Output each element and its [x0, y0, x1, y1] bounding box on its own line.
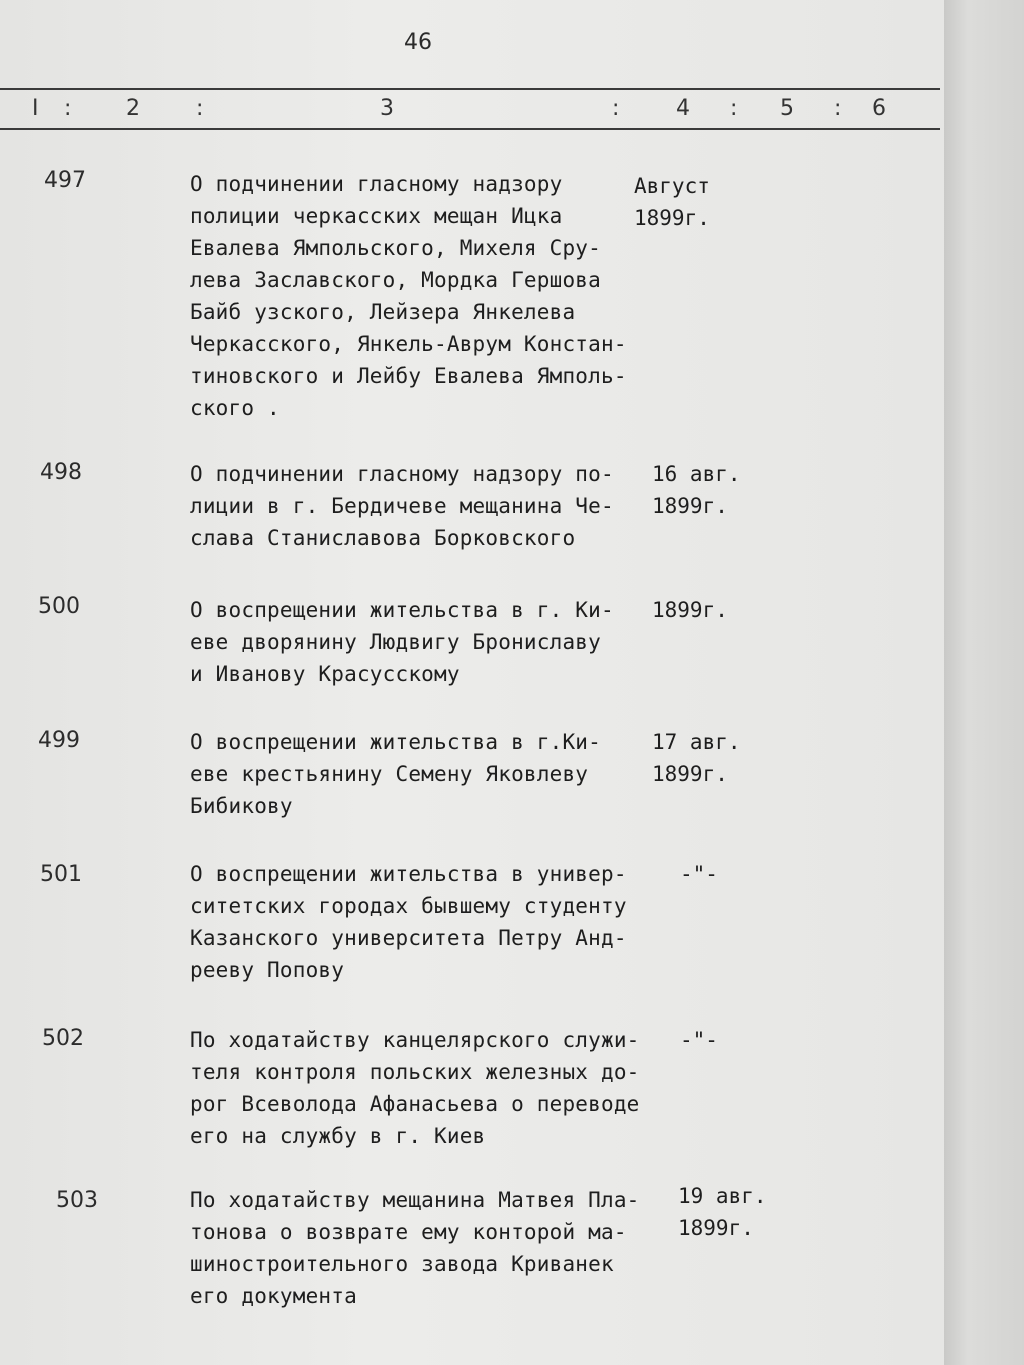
entry-title — [190, 726, 670, 822]
entry-date — [680, 858, 830, 890]
title-line: По ходатайству канцелярского служи- — [190, 1028, 640, 1052]
page-edge-shadow — [944, 0, 1024, 1365]
title-line: еве крестьянину Семену Яковлеву — [190, 762, 589, 786]
entry-date — [678, 1180, 828, 1244]
title-line: По ходатайству мещанина Матвея Пла- — [190, 1188, 640, 1212]
title-line: теля контроля польских железных до- — [190, 1060, 640, 1084]
date-line: 19 авг. — [678, 1184, 767, 1208]
entry-number: 503 — [56, 1188, 98, 1213]
header-rule-bottom — [0, 128, 940, 130]
title-line: слава Станиславова Борковского — [190, 526, 576, 550]
entry-title — [190, 594, 670, 690]
title-line: Черкасского, Янкель-Аврум Констан- — [190, 332, 627, 356]
date-line: 1899г. — [634, 206, 710, 230]
entry-title — [190, 1024, 670, 1152]
column-header-1: I — [32, 96, 39, 121]
title-line: Бибикову — [190, 794, 293, 818]
entry-date — [652, 458, 802, 522]
entry-title — [190, 858, 670, 986]
column-separator: : — [834, 96, 842, 121]
entry-number: 502 — [42, 1026, 84, 1051]
entry-date — [652, 726, 802, 790]
title-line: его документа — [190, 1284, 357, 1308]
column-header-2: 2 — [126, 96, 140, 121]
title-line: полиции черкасских мещан Ицка — [190, 204, 563, 228]
title-line: рееву Попову — [190, 958, 345, 982]
title-line: лева Заславского, Мордка Гершова — [190, 268, 601, 292]
column-header-4: 4 — [676, 96, 690, 121]
title-line: О подчинении гласному надзору по- — [190, 462, 614, 486]
column-separator: : — [64, 96, 72, 121]
date-line: 17 авг. — [652, 730, 741, 754]
entry-date — [634, 170, 784, 234]
entry-title — [190, 1184, 670, 1312]
date-line: -"- — [680, 1028, 718, 1052]
title-line: Байб узского, Лейзера Янкелева — [190, 300, 576, 324]
column-header-6: 6 — [872, 96, 886, 121]
date-line: Август — [634, 174, 710, 198]
title-line: рог Всеволода Афанасьева о переводе — [190, 1092, 640, 1116]
date-line: 1899г. — [652, 494, 728, 518]
date-line: 1899г. — [652, 762, 728, 786]
entry-number: 498 — [40, 460, 82, 485]
date-line: 1899г. — [652, 598, 728, 622]
entry-date — [680, 1024, 830, 1056]
column-separator: : — [730, 96, 738, 121]
date-line: 16 авг. — [652, 462, 741, 486]
entry-date — [652, 594, 802, 626]
title-line: О воспрещении жительства в г.Ки- — [190, 730, 601, 754]
entry-number: 501 — [40, 862, 82, 887]
column-separator: : — [612, 96, 620, 121]
title-line: его на службу в г. Киев — [190, 1124, 486, 1148]
entry-number: 497 — [44, 168, 86, 193]
entry-title — [190, 168, 670, 424]
title-line: тонова о возврате ему конторой ма- — [190, 1220, 627, 1244]
title-line: ского . — [190, 396, 280, 420]
title-line: лиции в г. Бердичеве мещанина Че- — [190, 494, 614, 518]
title-line: шиностроительного завода Криванек — [190, 1252, 614, 1276]
title-line: тиновского и Лейбу Евалева Ямполь- — [190, 364, 627, 388]
title-line: О воспрещении жительства в универ- — [190, 862, 627, 886]
header-rule-top — [0, 88, 940, 90]
title-line: Евалева Ямпольского, Михеля Сру- — [190, 236, 601, 260]
column-separator: : — [196, 96, 204, 121]
title-line: О подчинении гласному надзору — [190, 172, 563, 196]
entry-number: 499 — [38, 728, 80, 753]
title-line: еве дворянину Людвигу Брониславу — [190, 630, 601, 654]
date-line: -"- — [680, 862, 718, 886]
entry-number: 500 — [38, 594, 80, 619]
entry-title — [190, 458, 670, 554]
column-header-5: 5 — [780, 96, 794, 121]
title-line: ситетских городах бывшему студенту — [190, 894, 627, 918]
page-number: 46 — [404, 30, 432, 55]
title-line: О воспрещении жительства в г. Ки- — [190, 598, 614, 622]
title-line: и Иванову Красусскому — [190, 662, 460, 686]
column-header-3: 3 — [380, 96, 394, 121]
title-line: Казанского университета Петру Анд- — [190, 926, 627, 950]
date-line: 1899г. — [678, 1216, 754, 1240]
